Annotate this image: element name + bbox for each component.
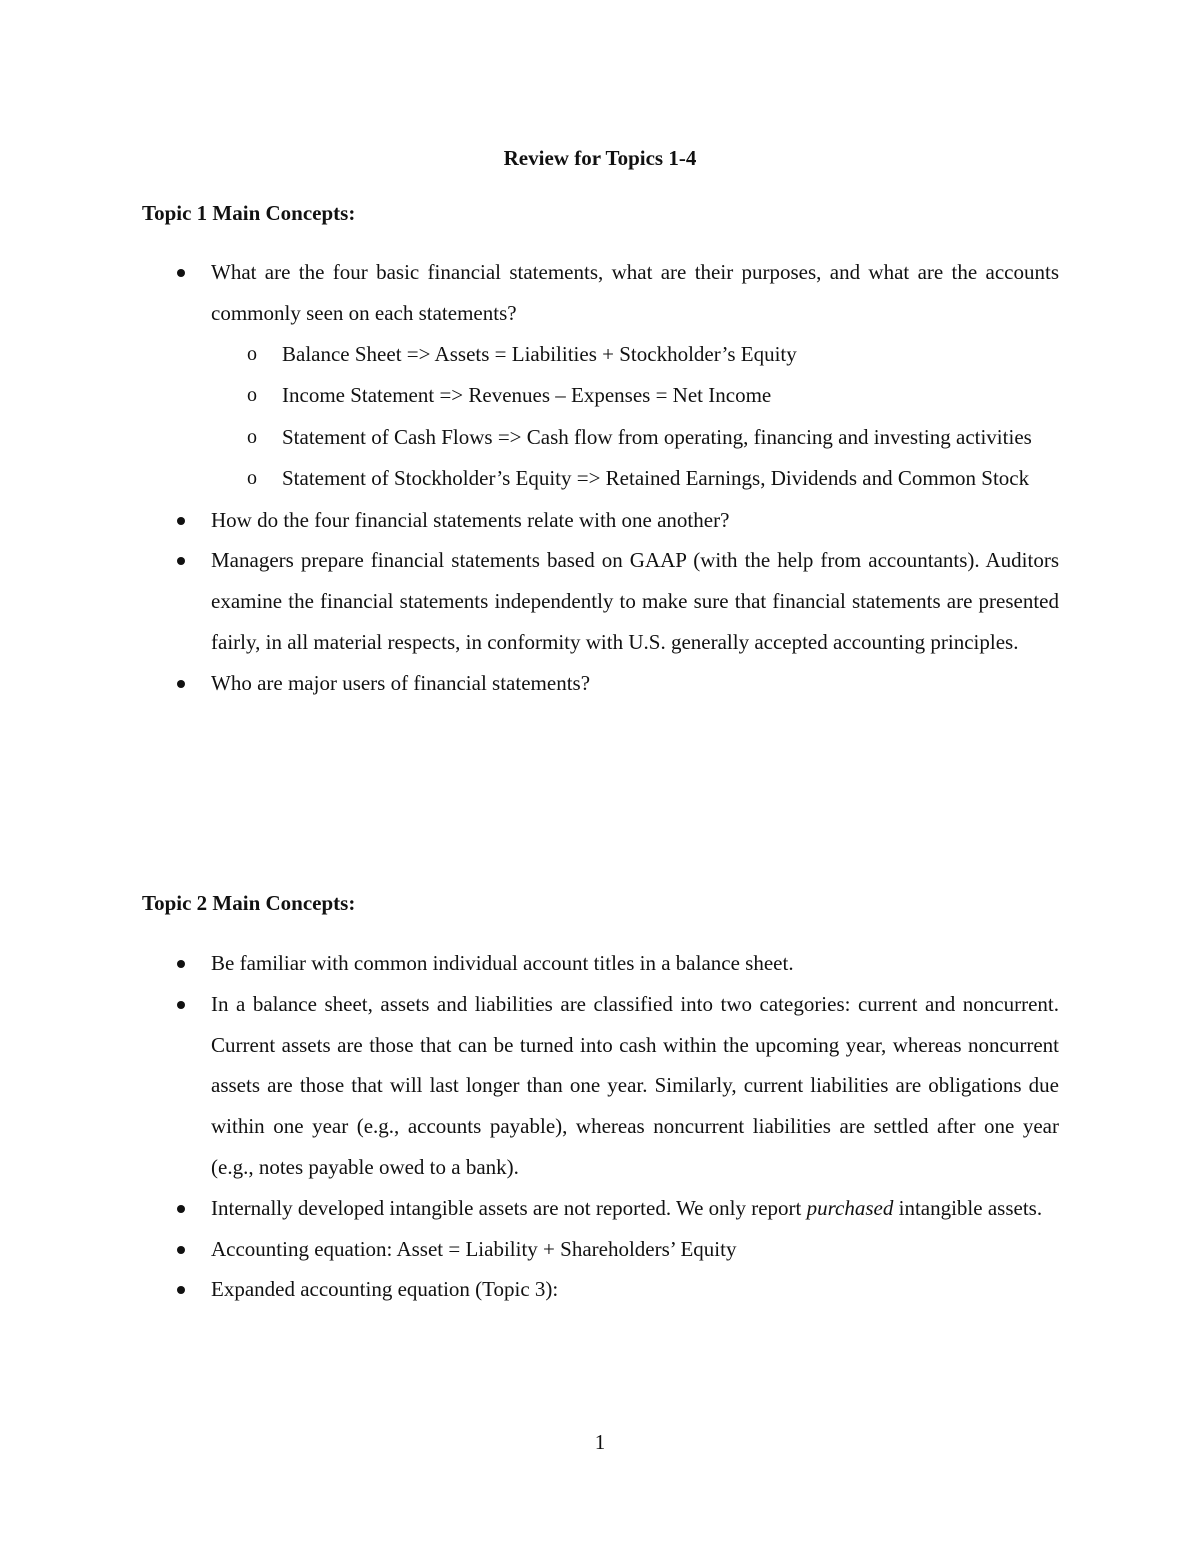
bullet-icon: [177, 1246, 185, 1254]
list-item-text: Accounting equation: Asset = Liability + Shareholders’ Equity: [211, 1236, 737, 1261]
sub-list-item: [211, 417, 1059, 459]
sub-list-item-text: Statement of Stockholder’s Equity => Retained Earnings, Dividends and Common Stock: [282, 466, 1030, 491]
sub-list-item-text: Balance Sheet => Assets = Liabilities + Stockholder’s Equity: [282, 341, 797, 366]
bullet-icon: [177, 557, 185, 565]
list-item: [142, 1269, 1059, 1310]
circle-marker-icon: o: [247, 467, 257, 490]
list-item: [142, 252, 1059, 500]
page-number: 1: [594, 1430, 606, 1454]
sub-list-item-text: Statement of Cash Flows => Cash flow from operating, financing and investing activities: [282, 424, 1032, 449]
sub-list-item: [211, 334, 1059, 376]
list-item: [142, 663, 1059, 704]
topic-1-list: [142, 252, 1059, 704]
list-item-text: Managers prepare financial statements based on GAAP (with the help from accountants). Auditors examine the financial statements independently to make sure that financial statements are presented fairly, in all material respects, in conformity with U.S. generally accepted accounting principles.: [211, 548, 1059, 654]
list-item-text: Expanded accounting equation (Topic 3):: [211, 1277, 559, 1302]
circle-marker-icon: o: [247, 342, 257, 365]
circle-marker-icon: o: [247, 425, 257, 448]
emphasis-text: purchased: [806, 1195, 894, 1220]
bullet-icon: [177, 1001, 185, 1009]
list-item-text: In a balance sheet, assets and liabilities are classified into two categories: current and noncurrent. Current assets are those that can be turned into cash within the upcoming year, whereas noncurrent assets are those that will last longer than one year. Similarly, current liabilities are obligations due within one year (e.g., accounts payable), whereas noncurrent liabilities are settled after one year (e.g., notes payable owed to a bank).: [211, 991, 1059, 1179]
list-item-text: What are the four basic financial statements, what are their purposes, and what are the accounts commonly seen on each statements?: [211, 260, 1059, 325]
topic-2-heading: Topic 2 Main Concepts:: [142, 891, 356, 915]
sub-list-item: [211, 458, 1059, 500]
bullet-icon: [177, 517, 185, 525]
topic-2-list: [142, 943, 1059, 1310]
bullet-icon: [177, 269, 185, 277]
bullet-icon: [177, 1205, 185, 1213]
document-title: Review for Topics 1-4: [503, 146, 697, 170]
circle-marker-icon: o: [247, 384, 257, 407]
list-item-text: How do the four financial statements relate with one another?: [211, 507, 730, 532]
list-item: [142, 500, 1059, 541]
sub-list: [211, 334, 1059, 500]
list-item-text: Who are major users of financial statements?: [211, 670, 591, 695]
bullet-icon: [177, 960, 185, 968]
list-item: [142, 1229, 1059, 1270]
bullet-icon: [177, 680, 185, 688]
bullet-icon: [177, 1286, 185, 1294]
topic-1-heading: Topic 1 Main Concepts:: [142, 201, 356, 225]
list-item: [142, 540, 1059, 662]
list-item-text-before: Internally developed intangible assets are not reported. We only report: [211, 1195, 807, 1220]
list-item: [142, 943, 1059, 984]
sub-list-item: [211, 375, 1059, 417]
list-item: [142, 1188, 1059, 1229]
list-item: [142, 984, 1059, 1188]
list-item-text: Be familiar with common individual account titles in a balance sheet.: [211, 951, 794, 975]
sub-list-item-text: Income Statement => Revenues – Expenses = Net Income: [282, 383, 772, 408]
list-item-text-after: intangible assets.: [893, 1195, 1043, 1220]
